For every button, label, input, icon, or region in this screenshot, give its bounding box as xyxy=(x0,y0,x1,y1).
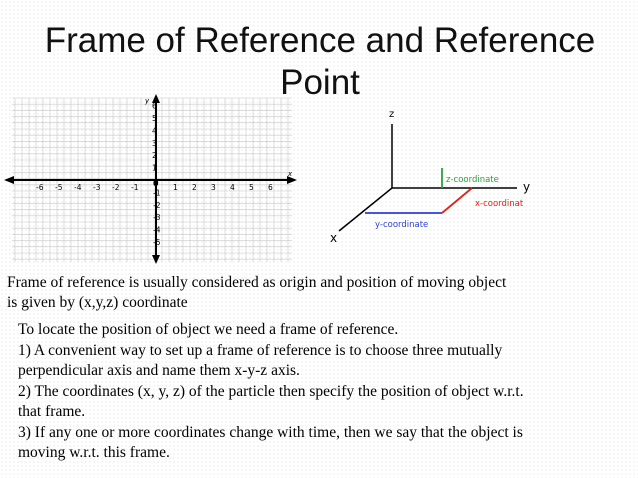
coordinate-grid-figure xyxy=(0,92,300,267)
x-tick-label: -4 xyxy=(74,183,82,192)
grid-origin-label: 0 xyxy=(153,179,159,188)
paragraph1-line-1: Frame of reference is usually considered as origin and position of moving object xyxy=(7,274,507,291)
y-tick-label: 1 xyxy=(152,163,157,173)
y-tick-label: -1 xyxy=(153,188,161,198)
y-tick-label: -2 xyxy=(153,200,161,210)
x-tick-label: 1 xyxy=(173,183,178,192)
x-coordinate-label: x-coordinat xyxy=(475,199,524,209)
x-axis-left-arrow xyxy=(4,176,14,184)
y-tick-label: -4 xyxy=(153,225,161,235)
x-tick-label: 5 xyxy=(249,183,254,192)
x-tick-label: 6 xyxy=(268,183,273,192)
x-tick-label: 2 xyxy=(192,183,197,192)
paragraph2-line-3: perpendicular axis and name them x-y-z axis. xyxy=(18,362,300,379)
y-tick-label: 3 xyxy=(152,138,157,148)
x-coordinate-line xyxy=(442,188,472,213)
title-line-2: Point xyxy=(280,63,360,102)
paragraph2-line-7: moving w.r.t. this frame. xyxy=(18,444,170,461)
x-tick-label: -3 xyxy=(93,183,101,192)
grid-tick-labels xyxy=(36,102,273,247)
x-axis-label: x xyxy=(330,231,338,245)
paragraph2-line-6: 3) If any one or more coordinates change with time, then we say that the object is xyxy=(18,423,523,441)
paragraph2-line-2: 1) A convenient way to set up a frame of reference is to choose three mutually xyxy=(18,341,503,359)
y-tick-label: -5 xyxy=(153,238,161,247)
y-tick-label: 4 xyxy=(152,126,157,136)
y-coordinate-label: y-coordinate xyxy=(375,220,429,230)
y-tick-label: 2 xyxy=(152,151,157,161)
x-tick-label: -1 xyxy=(131,183,139,192)
x-tick-label: -5 xyxy=(55,183,63,192)
title-line-1: Frame of Reference and Reference xyxy=(44,21,596,60)
grid-x-label: x xyxy=(288,170,293,178)
z-axis-label: z xyxy=(389,109,395,120)
x-tick-label: -2 xyxy=(112,183,120,192)
x-tick-label: -6 xyxy=(36,183,44,192)
y-tick-label: 5 xyxy=(152,114,157,123)
x-tick-label: 4 xyxy=(230,183,235,192)
frame-definition-paragraph xyxy=(7,273,627,313)
paragraph2-line-5: that frame. xyxy=(18,403,86,420)
paragraph1-line-2: is given by (x,y,z) coordinate xyxy=(7,294,188,311)
grid-y-label: y xyxy=(145,97,150,105)
paragraph2-line-1: To locate the position of object we need a frame of reference. xyxy=(18,321,399,338)
z-coordinate-label: z-coordinate xyxy=(446,175,499,185)
y-axis-label: y xyxy=(523,180,531,194)
y-tick-label: 6 xyxy=(152,101,157,111)
x-tick-label: 3 xyxy=(211,183,216,192)
paragraph2-line-4: 2) The coordinates (x, y, z) of the particle then specify the position of object w.r.t. xyxy=(18,382,524,400)
three-d-axes-figure xyxy=(325,100,535,245)
locating-position-paragraph xyxy=(18,320,633,464)
y-tick-label: -3 xyxy=(153,213,161,223)
